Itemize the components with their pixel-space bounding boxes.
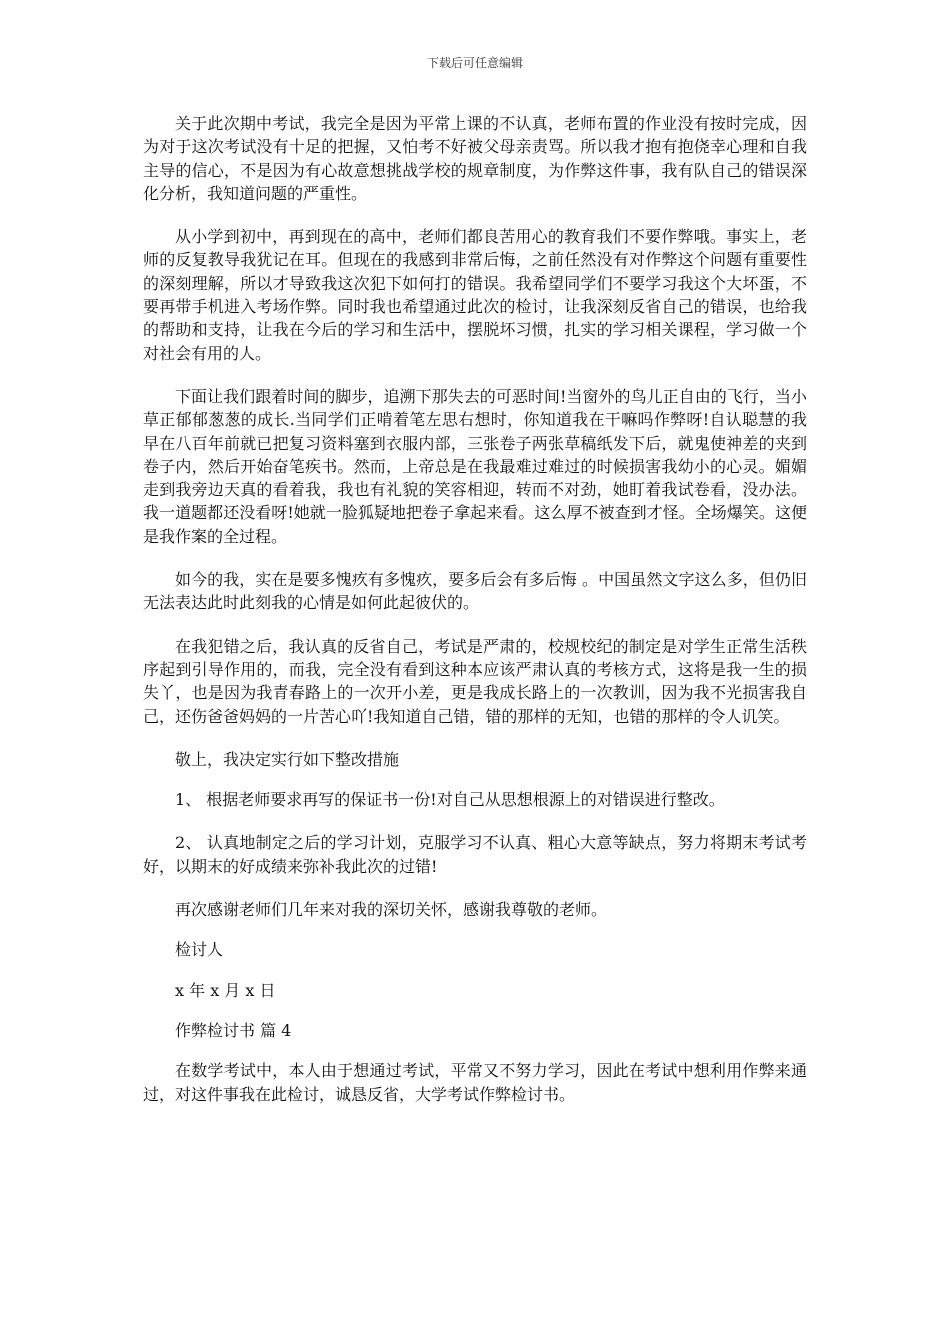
measure-item-2: 2、 认真地制定之后的学习计划，克服学习不认真、粗心大意等缺点，努力将期末考试考好，以期末的好成绩来弥补我此次的过错! xyxy=(143,833,807,876)
signature-label: 检讨人 xyxy=(175,940,224,960)
paragraph-exam-reason: 关于此次期中考试，我完全是因为平常上课的不认真，老师布置的作业没有按时完成，因为对于这次考试没有十足的把握，又怕考不好被父母亲责骂。所以我才抱有抱侥幸心理和自我主导的信心，不是因为有心故意想挑战学校的规章制度，为作弊这件事，我有队自己的错误深化分析，我知道问题的严重性。 xyxy=(143,114,807,203)
document-body xyxy=(143,112,807,1126)
paragraph-measures-intro: 敬上，我决定实行如下整改措施 xyxy=(175,749,400,769)
date-line: x 年 x 月 x 日 xyxy=(175,980,276,1000)
paragraph-teacher-guidance: 从小学到初中，再到现在的高中，老师们都良苦用心的教育我们不要作弊哦。事实上，老师的反复教导我犹记在耳。但现在的我感到非常后悔，之前任然没有对作弊这个问题有重要性的深刻理解，所以才导致我这次犯下如何打的错误。我希望同学们不要学习我这个大坏蛋，不要再带手机进入考场作弊。同时我也希望通过此次的检讨，让我深刻反省自己的错误，也给我的帮助和支持，让我在今后的学习和生活中，摆脱坏习惯，扎实的学习相关课程，学习做一个对社会有用的人。 xyxy=(143,227,807,363)
paragraph-regret: 如今的我，实在是要多愧疚有多愧疚，要多后会有多后悔 。中国虽然文字这么多，但仍旧无法表达此时此刻我的心情是如何此起彼伏的。 xyxy=(143,570,807,613)
paragraph-thanks: 再次感谢老师们几年来对我的深切关怀，感谢我尊敬的老师。 xyxy=(175,900,608,920)
paragraph-reflection: 在我犯错之后，我认真的反省自己，考试是严肃的，校规校纪的制定是对学生正常生活秩序起到引导作用的，而我，完全没有看到这种本应该严肃认真的考核方式，这将是我一生的损失丫，也是因为我青春路上的一次开小差，更是我成长路上的一次教训，因为我不光损害我自己，还伤爸爸妈妈的一片苦心吖!我知道自己错，错的那样的无知，也错的那样的令人讥笑。 xyxy=(143,636,807,726)
measure-item-1: 1、 根据老师要求再写的保证书一份!对自己从思想根源上的对错误进行整改。 xyxy=(175,790,725,810)
section-title: 作弊检讨书 篇 4 xyxy=(175,1020,292,1040)
paragraph-cheating-story: 下面让我们跟着时间的脚步，追溯下那失去的可恶时间!当窗外的鸟儿正自由的飞行，当小草正郁郁葱葱的成长.当同学们正啃着笔左思右想时，你知道我在干嘛吗作弊呀!自认聪慧的我早在八百年前就已把复习资料塞到衣服内部，三张卷子两张草稿纸发下后，就鬼使神差的夹到卷子内，然后开始奋笔疾书。然而，上帝总是在我最难过难过的时候损害我幼小的心灵。媚媚走到我旁边天真的看着我，我也有礼貌的笑容相迎，转而不对劲，她盯着我试卷看，没办法。我一道题都还没看呀!她就一脸狐疑地把卷子拿起来看。这么厚不被查到才怪。全场爆笑。这便是我作案的全过程。 xyxy=(143,386,807,546)
page-header: 下载后可任意编辑 xyxy=(426,56,523,70)
paragraph-math-exam: 在数学考试中，本人由于想通过考试，平常又不努力学习，因此在考试中想利用作弊来通过，对这件事我在此检讨，诚恳反省，大学考试作弊检讨书。 xyxy=(143,1061,807,1104)
